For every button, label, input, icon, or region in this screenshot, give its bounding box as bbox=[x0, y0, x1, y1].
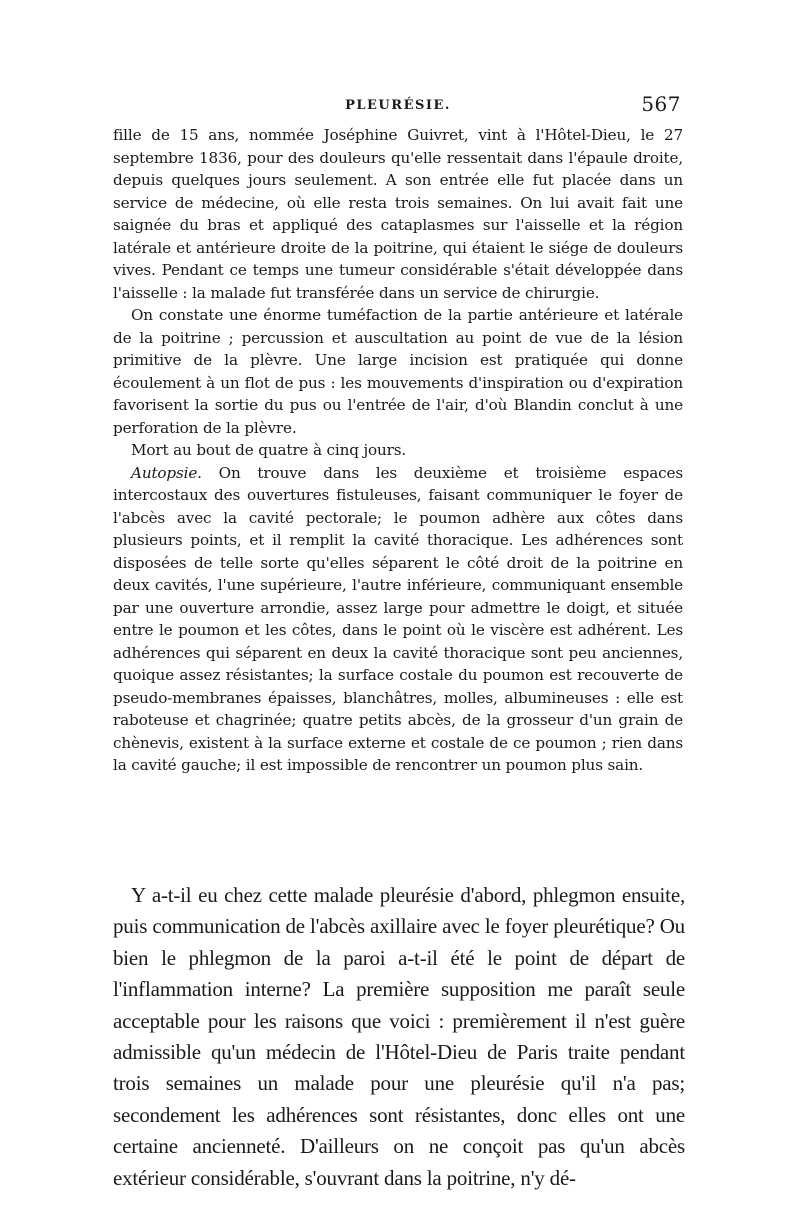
page-number: 567 bbox=[641, 92, 681, 116]
case-paragraph-autopsy bbox=[113, 462, 683, 777]
commentary bbox=[113, 880, 685, 1194]
running-title: PLEURÉSIE. bbox=[345, 98, 451, 113]
commentary-paragraph: Y a-t-il eu chez cette malade pleurésie d'abord, phlegmon ensuite, puis communication de l'abcès axillaire avec le foyer pleurétique? Ou bien le phlegmon de la paroi a-t-il été le point de départ de l'inflammation interne? La première supposition me paraît seule acceptable pour les raisons que voici : premièrement il n'est guère admissible qu'un médecin de l'Hôtel-Dieu de Paris traite pendant trois semaines un malade pour une pleurésie qu'il n'a pas; secondement les adhérences sont résistantes, donc elles ont une certaine ancienneté. D'ailleurs on ne conçoit pas qu'un abcès extérieur considérable, s'ouvrant dans la poitrine, n'y dé- bbox=[113, 883, 685, 1190]
autopsy-text: On trouve dans les deuxième et troisième espaces intercostaux des ouvertures fistuleuses, faisant communiquer le foyer de l'abcès avec la cavité pectorale; le poumon adhère aux côtes dans plusieurs points, et il remplit la cavité thoracique. Les adhérences sont disposées de telle sorte qu'elles séparent le côté droit de la poitrine en deux cavités, l'une supérieure, l'autre inférieure, communiquant ensemble par une ouverture arrondie, assez large pour admettre le doigt, et située entre le poumon et les côtes, dans le point où le viscère est adhérent. Les adhérences qui séparent en deux la cavité thoracique sont peu anciennes, quoique assez résistantes; la surface costale du poumon est recouverte de pseudo-membranes épaisses, blanchâtres, molles, albumineuses : elle est raboteuse et chagrinée; quatre petits abcès, de la grosseur d'un grain de chènevis, existent à la surface externe et costale de ce poumon ; rien dans la cavité gauche; il est impossible de rencontrer un poumon plus sain. bbox=[113, 463, 683, 774]
case-paragraph-history: fille de 15 ans, nommée Joséphine Guivret, vint à l'Hôtel-Dieu, le 27 septembre 1836, pour des douleurs qu'elle ressentait dans l'épaule droite, depuis quelques jours seulement. A son entrée elle fut placée dans un service de médecine, où elle resta trois semaines. On lui avait fait une saignée du bras et appliqué des cataplasmes sur l'aisselle et la région latérale et antérieure droite de la poitrine, qui étaient le siége de douleurs vives. Pendant ce temps une tumeur considérable s'était développée dans l'aisselle : la malade fut transférée dans un service de chirurgie. bbox=[113, 126, 683, 302]
autopsy-label: Autopsie. bbox=[131, 463, 202, 482]
case-report bbox=[113, 124, 683, 777]
running-head bbox=[113, 88, 683, 118]
case-paragraph-death: Mort au bout de quatre à cinq jours. bbox=[131, 441, 407, 459]
case-paragraph-examination: On constate une énorme tuméfaction de la partie antérieure et latérale de la poitrine ; percussion et auscultation au point de vue de la lésion primitive de la plèvre. Une large incision est pratiquée qui donne écoulement à un flot de pus : les mouvements d'inspiration ou d'expiration favorisent la sortie du pus ou l'entrée de l'air, d'où Blandin conclut à une perforation de la plèvre. bbox=[113, 306, 683, 437]
